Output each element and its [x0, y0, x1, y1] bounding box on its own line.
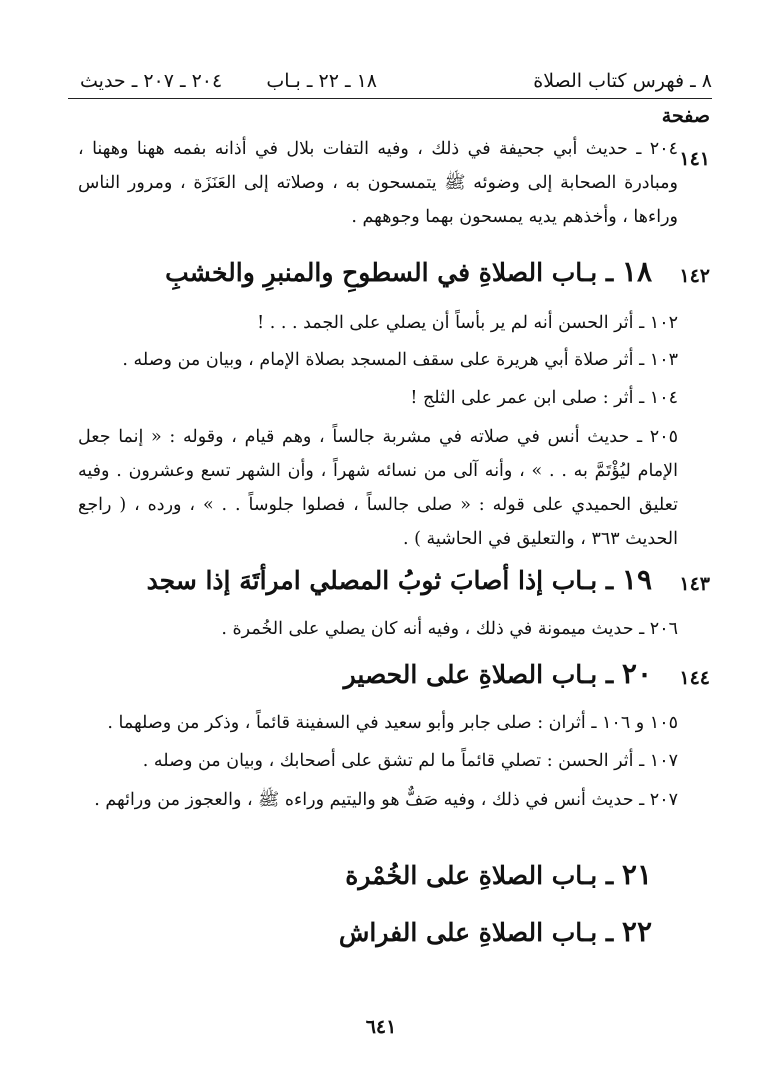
chapter-heading: ٢٠ ـ بـاب الصلاةِ على الحصير [343, 657, 652, 690]
index-entry: ٢٠٤ ـ حديث أبي جحيفة في ذلك ، وفيه التفات بلال في أذانه بفمه ههنا وههنا ، ومبادرة الصحابة إلى وضوئه ﷺ يتمسحون به ، وصلاته إلى العَنَزَة ، ومرور الناس وراءها ، وأخذهم يديه يمسحون بهما وجوههم . [78, 139, 678, 227]
chapter-title: بـاب الصلاةِ على الخُمْرة [345, 861, 598, 890]
index-entry: ٢٠٧ ـ حديث أنس في ذلك ، وفيه صَفٌّ هو واليتيم وراءه ﷺ ، والعجوز من ورائهم . [94, 790, 678, 810]
chapter-number: ٢٢ [621, 915, 652, 948]
index-entry: ٢٠٦ ـ حديث ميمونة في ذلك ، وفيه أنه كان يصلي على الخُمرة . [221, 619, 678, 639]
chapter-title: بـاب الصلاةِ في السطوحِ والمنبرِ والخشبِ [165, 258, 598, 287]
index-entry: ١٠٤ ـ أثر : صلى ابن عمر على الثلج ! [410, 388, 678, 408]
index-entry: ١٠٣ ـ أثر صلاة أبي هريرة على سقف المسجد بصلاة الإمام ، وبيان من وصله . [122, 350, 678, 370]
chapter-title: بـاب الصلاةِ على الحصير [343, 660, 598, 689]
header-hadith-range: ٢٠٤ ـ ٢٠٧ ـ حديث [80, 70, 223, 92]
chapter-heading: ١٨ ـ بـاب الصلاةِ في السطوحِ والمنبرِ والخشبِ [165, 255, 652, 288]
page-ref: ١٤٤ [679, 667, 710, 689]
chapter-number: ٢٠ [621, 657, 652, 690]
page-number: ٦٤١ [365, 1016, 397, 1038]
chapter-heading: ٢١ ـ بـاب الصلاةِ على الخُمْرة [345, 858, 652, 891]
index-entry: ٢٠٥ ـ حديث أنس في صلاته في مشربة جالساً ، وهم قيام ، وقوله : « إنما جعل الإمام ليُؤْتَمَّ به . . » ، وأنه آلى من نسائه شهراً ، وأن الشهر تسع وعشرون . وفيه تعليق الحميدي على قوله : « صلى جالساً ، فصلوا جلوساً . . » ، ورده ، ( راجع الحديث ٣٦٣ ، والتعليق في الحاشية ) . [78, 427, 678, 549]
header-chapter-range: ١٨ ـ ٢٢ ـ بـاب [266, 70, 377, 92]
page-column-label: صفحة [661, 105, 710, 127]
chapter-title: بـاب الصلاةِ على الفراش [338, 918, 598, 947]
page-ref: ١٤٣ [679, 573, 710, 595]
chapter-number: ١٩ [621, 563, 652, 596]
chapter-number: ١٨ [621, 255, 652, 288]
header-book-title: ٨ ـ فهرس كتاب الصلاة [533, 70, 712, 92]
index-entry: ١٠٥ و ١٠٦ ـ أثران : صلى جابر وأبو سعيد في السفينة قائماً ، وذكر من وصلهما . [107, 713, 678, 733]
index-entry: ١٠٢ ـ أثر الحسن أنه لم ير بأساً أن يصلي على الجمد . . . ! [257, 313, 678, 333]
page-ref: ١٤٢ [679, 265, 710, 287]
index-entry: ١٠٧ ـ أثر الحسن : تصلي قائماً ما لم تشق على أصحابك ، وبيان من وصله . [142, 751, 678, 771]
chapter-heading: ٢٢ ـ بـاب الصلاةِ على الفراش [338, 915, 652, 948]
chapter-title: بـاب إذا أصابَ ثوبُ المصلي امرأتَهَ إذا سجد [146, 566, 598, 595]
page-ref: ١٤١ [679, 148, 710, 170]
chapter-number: ٢١ [621, 858, 652, 891]
chapter-heading: ١٩ ـ بـاب إذا أصابَ ثوبُ المصلي امرأتَهَ إذا سجد [146, 563, 652, 596]
